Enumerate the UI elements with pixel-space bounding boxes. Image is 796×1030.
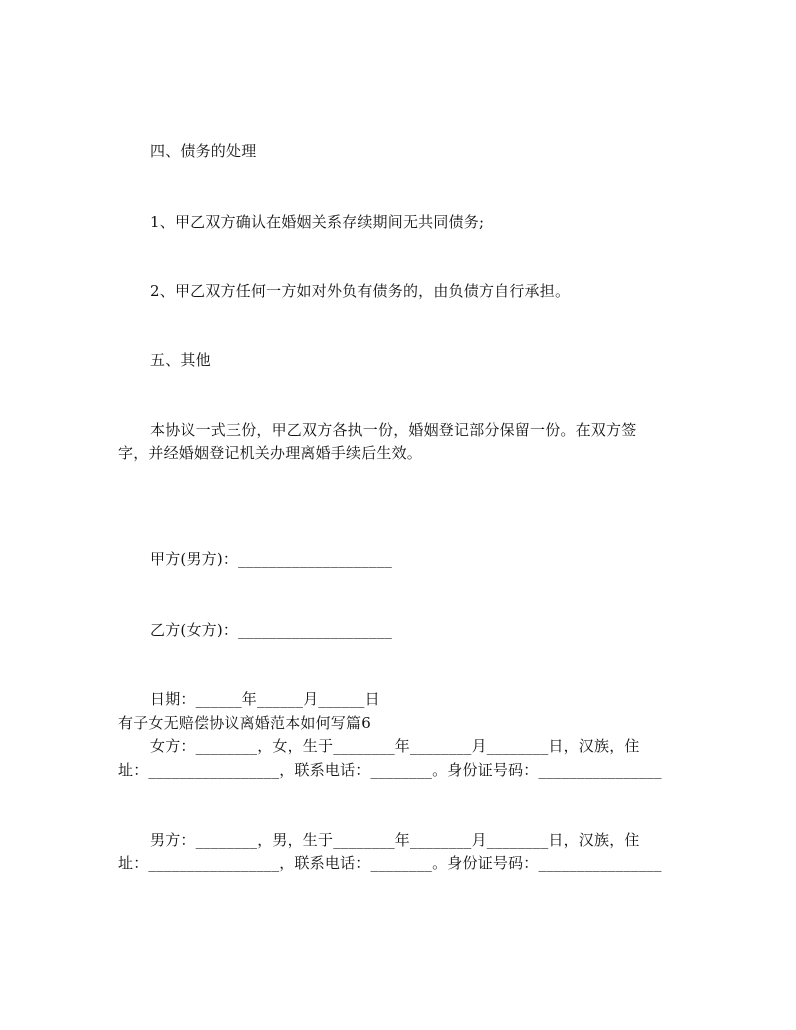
party-b-signature-line: 乙方(女方)：____________________ xyxy=(150,621,393,639)
heading-debts: 四、债务的处理 xyxy=(150,142,257,160)
party-a-signature-line: 甲方(男方)：____________________ xyxy=(150,550,393,568)
date-line: 日期：______年______月______日 xyxy=(150,690,380,708)
heading-other: 五、其他 xyxy=(150,351,211,369)
section-title: 有子女无赔偿协议离婚范本如何写篇6 xyxy=(118,714,371,732)
male-info-line-1: 男方：________，男，生于________年________月________日，汉族，住 xyxy=(150,831,640,849)
debt-item-1: 1、甲乙双方确认在婚姻关系存续期间无共同债务; xyxy=(150,213,485,231)
clause-line-1: 本协议一式三份，甲乙双方各执一份，婚姻登记部分保留一份。在双方签 xyxy=(150,421,637,439)
clause-line-2: 字，并经婚姻登记机关办理离婚手续后生效。 xyxy=(118,444,423,462)
debt-item-2: 2、甲乙双方任何一方如对外负有债务的，由负债方自行承担。 xyxy=(150,282,571,300)
female-info-line-1: 女方：________，女，生于________年________月________日，汉族，住 xyxy=(150,737,640,755)
male-info-line-2: 址：_________________，联系电话：________。身份证号码：________________ xyxy=(118,854,662,872)
female-info-line-2: 址：_________________，联系电话：________。身份证号码：________________ xyxy=(118,761,662,779)
